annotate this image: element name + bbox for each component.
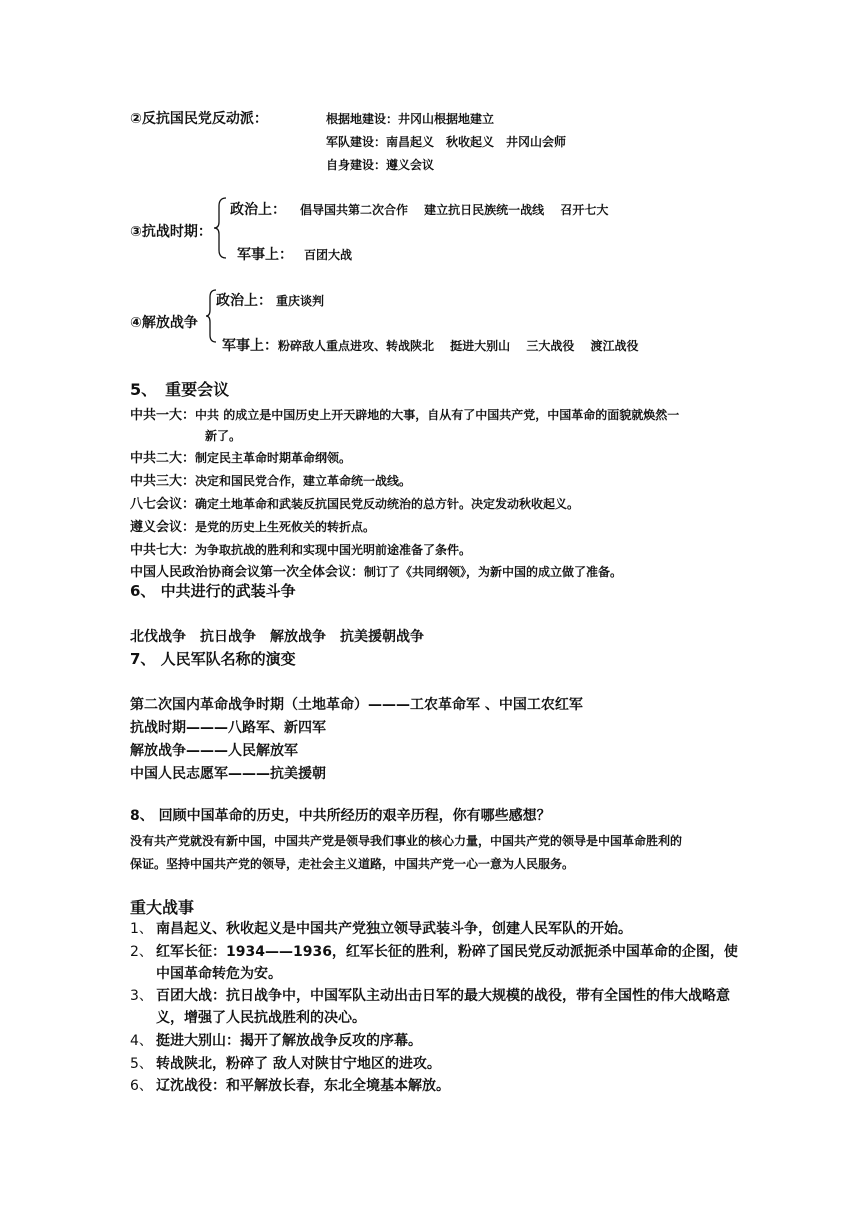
reflection-line: 没有共产党就没有新中国，中国共产党是领导我们事业的核心力量，中国共产党的领导是中国革命胜利的	[130, 834, 683, 848]
meeting-item: 中共七大：为争取抗战的胜利和实现中国光明前途准备了条件。	[130, 543, 472, 558]
meeting-item: 中共一大：中共 的成立是中国历史上开天辟地的大事，自从有了中国共产党，中国革命的面貌就焕然一	[130, 408, 680, 423]
armed-struggles: 北伐战争 抗日战争 解放战争 抗美援朝战争	[130, 629, 424, 645]
s3-military: 军事上：	[237, 247, 293, 263]
reflection-line: 保证。坚持中国共产党的领导，走社会主义道路，中国共产党一心一意为人民服务。	[130, 857, 575, 871]
army-line: 解放战争———人民解放军	[130, 743, 298, 759]
s3-military-text: 百团大战	[304, 248, 353, 262]
battles-heading: 重大战事	[130, 898, 195, 917]
army-line: 抗战时期———八路军、新四军	[130, 720, 326, 736]
section-4-label: ④解放战争	[130, 315, 198, 331]
s3-political: 政治上：	[230, 202, 286, 218]
battle-item: 5、 转战陕北，粉碎了 敌人对陕甘宁地区的进攻。	[130, 1056, 441, 1072]
meeting-item: 中共二大：制定民主革命时期革命纲领。	[130, 451, 352, 466]
section-7-heading: 7、 人民军队名称的演变	[130, 650, 296, 668]
s4-political-text: 重庆谈判	[276, 294, 325, 308]
battle-item: 4、 挺进大别山：揭开了解放战争反攻的序幕。	[130, 1033, 422, 1049]
s3-political-text: 倡导国共第二次合作 建立抗日民族统一战线 召开七大	[300, 203, 609, 217]
section-6-heading: 6、 中共进行的武装斗争	[130, 582, 296, 600]
s2-line-base: 根据地建设：井冈山根据地建立	[326, 112, 495, 126]
battle-item: 1、 南昌起义、秋收起义是中国共产党独立领导武装斗争，创建人民军队的开始。	[130, 921, 632, 937]
meeting-item: 遵义会议：是党的历史上生死攸关的转折点。	[130, 520, 376, 535]
battle-item: 3、 百团大战：抗日战争中，中国军队主动出击日军的最大规模的战役，带有全国性的伟大战略意义，增强了人民抗战胜利的决心。	[130, 988, 730, 1026]
s4-political: 政治上：	[216, 293, 272, 309]
army-line: 中国人民志愿军———抗美援朝	[130, 766, 326, 782]
meeting-item: 中国人民政治协商会议第一次全体会议：制订了《共同纲领》，为新中国的成立做了准备。	[130, 565, 623, 580]
brace-icon	[212, 196, 228, 260]
s2-line-self: 自身建设：遵义会议	[326, 158, 435, 172]
reflection-question: 8、 回顾中国革命的历史，中共所经历的艰辛历程，你有哪些感想？	[130, 808, 551, 824]
section-3-label: ③抗战时期：	[130, 224, 212, 240]
battle-item: 6、 辽沈战役：和平解放长春，东北全境基本解放。	[130, 1078, 450, 1094]
meeting-item: 中共三大：决定和国民党合作，建立革命统一战线。	[130, 474, 412, 489]
s2-line-army: 军队建设：南昌起义 秋收起义 井冈山会师	[326, 135, 567, 149]
section-2-label: ②反抗国民党反动派：	[130, 111, 268, 127]
battle-item: 2、 红军长征：1934——1936，红军长征的胜利，粉碎了国民党反动派扼杀中国革命的企图，使中国革命转危为安。	[130, 944, 738, 982]
army-line: 第二次国内革命战争时期（土地革命）———工农革命军 、中国工农红军	[130, 697, 583, 713]
meeting-item-cont: 新了。	[205, 429, 242, 443]
meeting-item: 八七会议：确定土地革命和武装反抗国民党反动统治的总方针。决定发动秋收起义。	[130, 497, 580, 512]
s4-military: 军事上：粉碎敌人重点进攻、转战陕北 挺进大别山 三大战役 渡江战役	[222, 338, 639, 354]
section-5-heading: 5、 重要会议	[130, 380, 230, 399]
